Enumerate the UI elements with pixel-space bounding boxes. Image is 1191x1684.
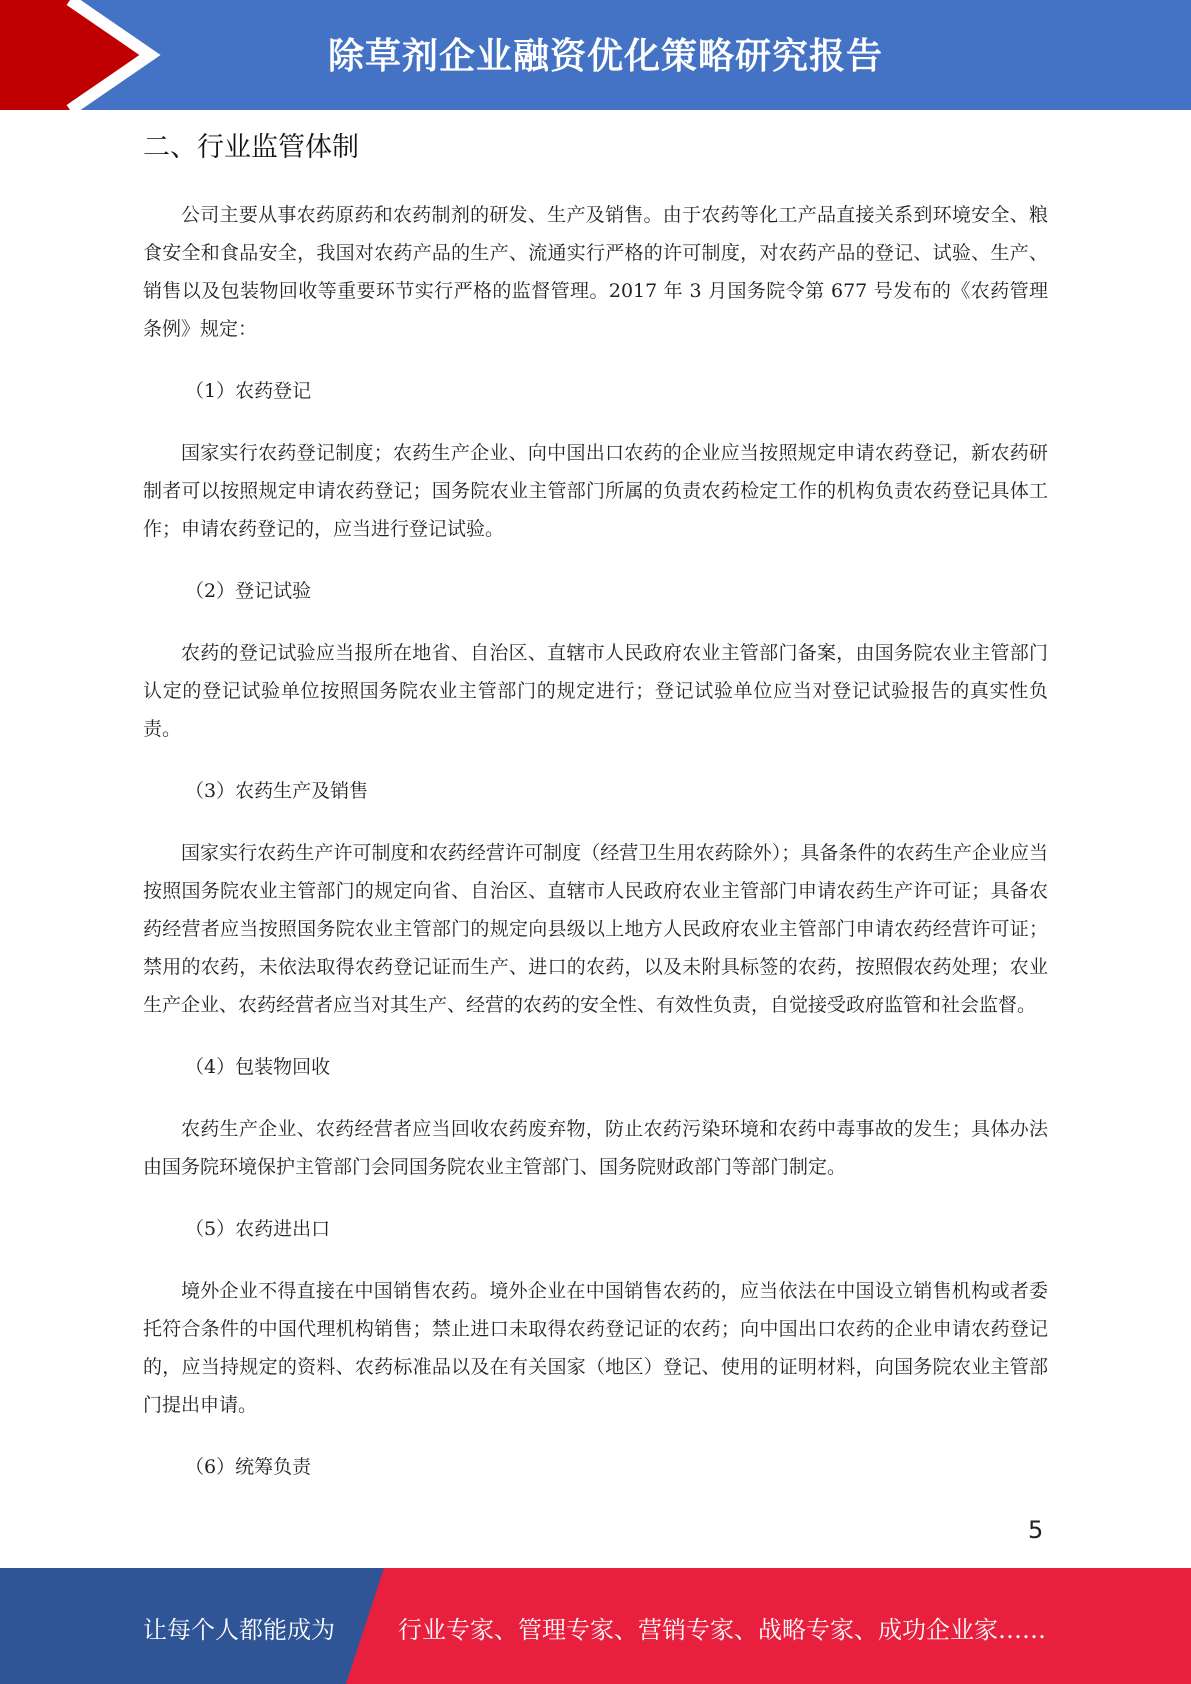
intro-paragraph: 公司主要从事农药原药和农药制剂的研发、生产及销售。由于农药等化工产品直接关系到环境安全、粮食安全和食品安全，我国对农药产品的生产、流通实行严格的许可制度，对农药产品的登记、试验、生产、销售以及包装物回收等重要环节实行严格的监督管理。2017 年 3 月国务院令第 677 号发布的《农药管理条例》规定： xyxy=(143,204,1048,340)
report-title: 除草剂企业融资优化策略研究报告 xyxy=(327,36,883,77)
item-text-trial: 农药的登记试验应当报所在地省、自治区、直辖市人民政府农业主管部门备案，由国务院农业主管部门认定的登记试验单位按照国务院农业主管部门的规定进行；登记试验单位应当对登记试验报告的真实性负责。 xyxy=(143,642,1048,740)
section-title: 二、行业监管体制 xyxy=(143,132,359,163)
item-heading-packaging: （4）包装物回收 xyxy=(185,1056,331,1078)
item-text-registration: 国家实行农药登记制度；农药生产企业、向中国出口农药的企业应当按照规定申请农药登记，新农药研制者可以按照规定申请农药登记；国务院农业主管部门所属的负责农药检定工作的机构负责农药登记具体工作；申请农药登记的，应当进行登记试验。 xyxy=(143,442,1048,540)
item-text-import-export: 境外企业不得直接在中国销售农药。境外企业在中国销售农药的，应当依法在中国设立销售机构或者委托符合条件的中国代理机构销售；禁止进口未取得农药登记证的农药；向中国出口农药的企业申请农药登记的，应当持规定的资料、农药标准品以及在有关国家（地区）登记、使用的证明材料，向国务院农业主管部门提出申请。 xyxy=(143,1280,1048,1416)
item-heading-production: （3）农药生产及销售 xyxy=(185,780,369,802)
footer-slogan-right: 行业专家、管理专家、营销专家、战略专家、成功企业家…… xyxy=(398,1616,1046,1644)
item-heading-trial: （2）登记试验 xyxy=(185,580,312,602)
item-heading-registration: （1）农药登记 xyxy=(185,380,312,402)
item-heading-import-export: （5）农药进出口 xyxy=(185,1218,331,1240)
footer-slogan-left: 让每个人都能成为 xyxy=(143,1616,335,1644)
page-number: 5 xyxy=(1028,1516,1044,1544)
item-heading-coordination: （6）统筹负责 xyxy=(185,1456,312,1478)
main-content xyxy=(143,128,1048,1510)
footer-banner xyxy=(0,1568,1191,1684)
item-text-packaging: 农药生产企业、农药经营者应当回收农药废弃物，防止农药污染环境和农药中毒事故的发生；具体办法由国务院环境保护主管部门会同国务院农业主管部门、国务院财政部门等部门制定。 xyxy=(143,1118,1048,1178)
header-banner xyxy=(0,0,1191,110)
item-text-production: 国家实行农药生产许可制度和农药经营许可制度（经营卫生用农药除外）；具备条件的农药生产企业应当按照国务院农业主管部门的规定向省、自治区、直辖市人民政府农业主管部门申请农药生产许可证；具备农药经营者应当按照国务院农业主管部门的规定向县级以上地方人民政府农业主管部门申请农药经营许可证；禁用的农药，未依法取得农药登记证而生产、进口的农药，以及未附具标签的农药，按照假农药处理；农业生产企业、农药经营者应当对其生产、经营的农药的安全性、有效性负责，自觉接受政府监管和社会监督。 xyxy=(143,842,1048,1016)
